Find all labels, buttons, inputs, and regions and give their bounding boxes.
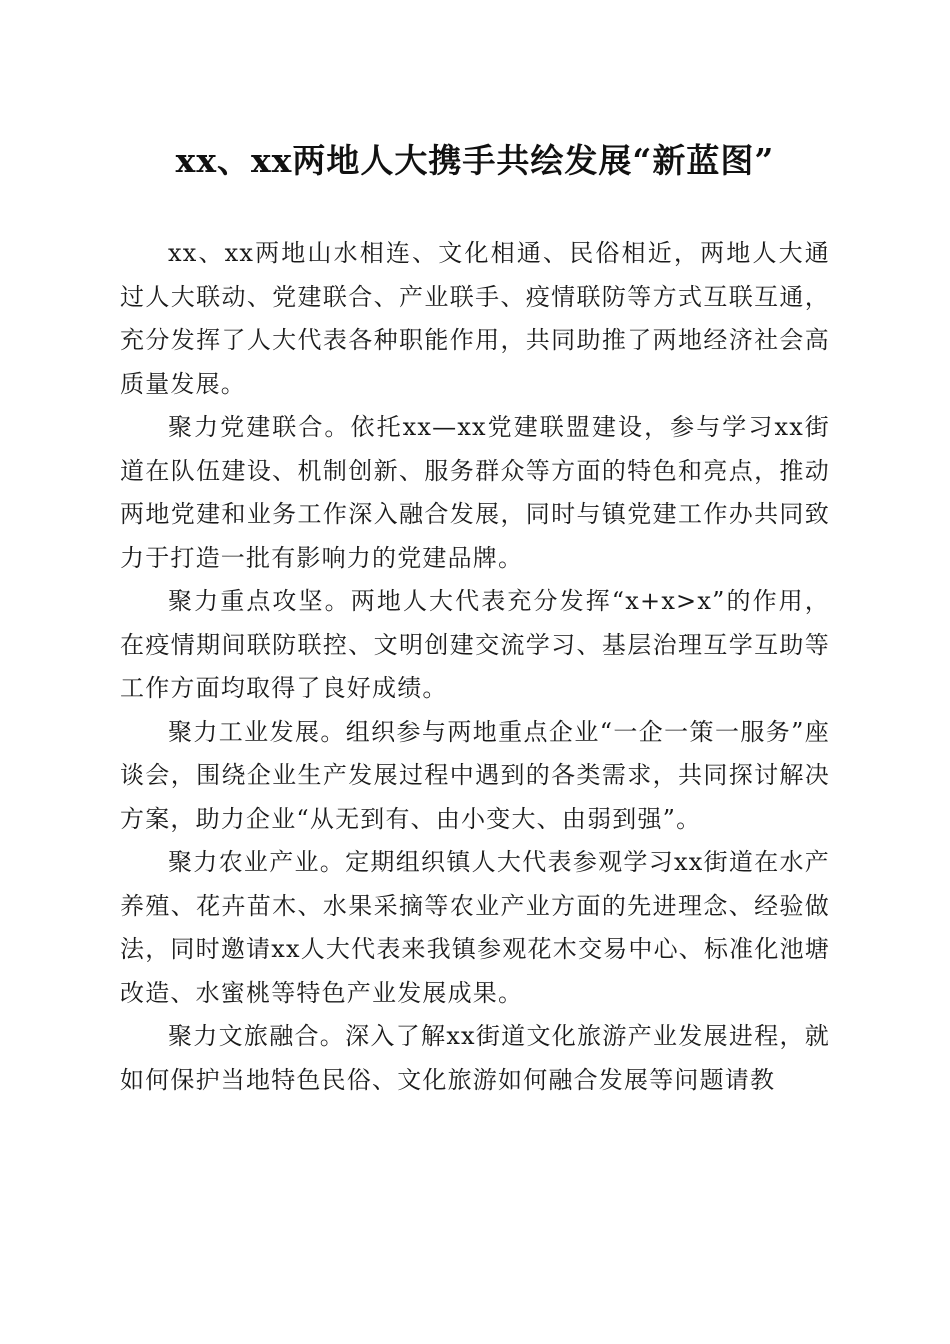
- paragraph-key-tasks: 聚力重点攻坚。两地人大代表充分发挥“x+x>x”的作用，在疫情期间联防联控、文明创建交流学习、基层治理互学互助等工作方面均取得了良好成绩。: [120, 587, 830, 702]
- paragraph-industry: 聚力工业发展。组织参与两地重点企业“一企一策一服务”座谈会，围绕企业生产发展过程中遇到的各类需求，共同探讨解决方案，助力企业“从无到有、由小变大、由弱到强”。: [120, 717, 830, 833]
- paragraph-agriculture: 聚力农业产业。定期组织镇人大代表参观学习xx街道在水产养殖、花卉苗木、水果采摘等农业产业方面的先进理念、经验做法，同时邀请xx人大代表来我镇参观花木交易中心、标准化池塘改造、水蜜桃等特色产业发展成果。: [120, 848, 830, 1007]
- document-title: xx、xx两地人大携手共绘发展“新蓝图”: [175, 141, 775, 180]
- paragraph-intro: xx、xx两地山水相连、文化相通、民俗相近，两地人大通过人大联动、党建联合、产业联手、疫情联防等方式互联互通，充分发挥了人大代表各种职能作用，共同助推了两地经济社会高质量发展。: [120, 239, 830, 398]
- paragraph-culture-tourism: 聚力文旅融合。深入了解xx街道文化旅游产业发展进程，就如何保护当地特色民俗、文化旅游如何融合发展等问题请教: [120, 1022, 830, 1094]
- paragraph-party-building: 聚力党建联合。依托xx—xx党建联盟建设，参与学习xx街道在队伍建设、机制创新、服务群众等方面的特色和亮点，推动两地党建和业务工作深入融合发展，同时与镇党建工作办共同致力于打造一批有影响力的党建品牌。: [120, 413, 830, 572]
- document-body: [120, 232, 830, 1102]
